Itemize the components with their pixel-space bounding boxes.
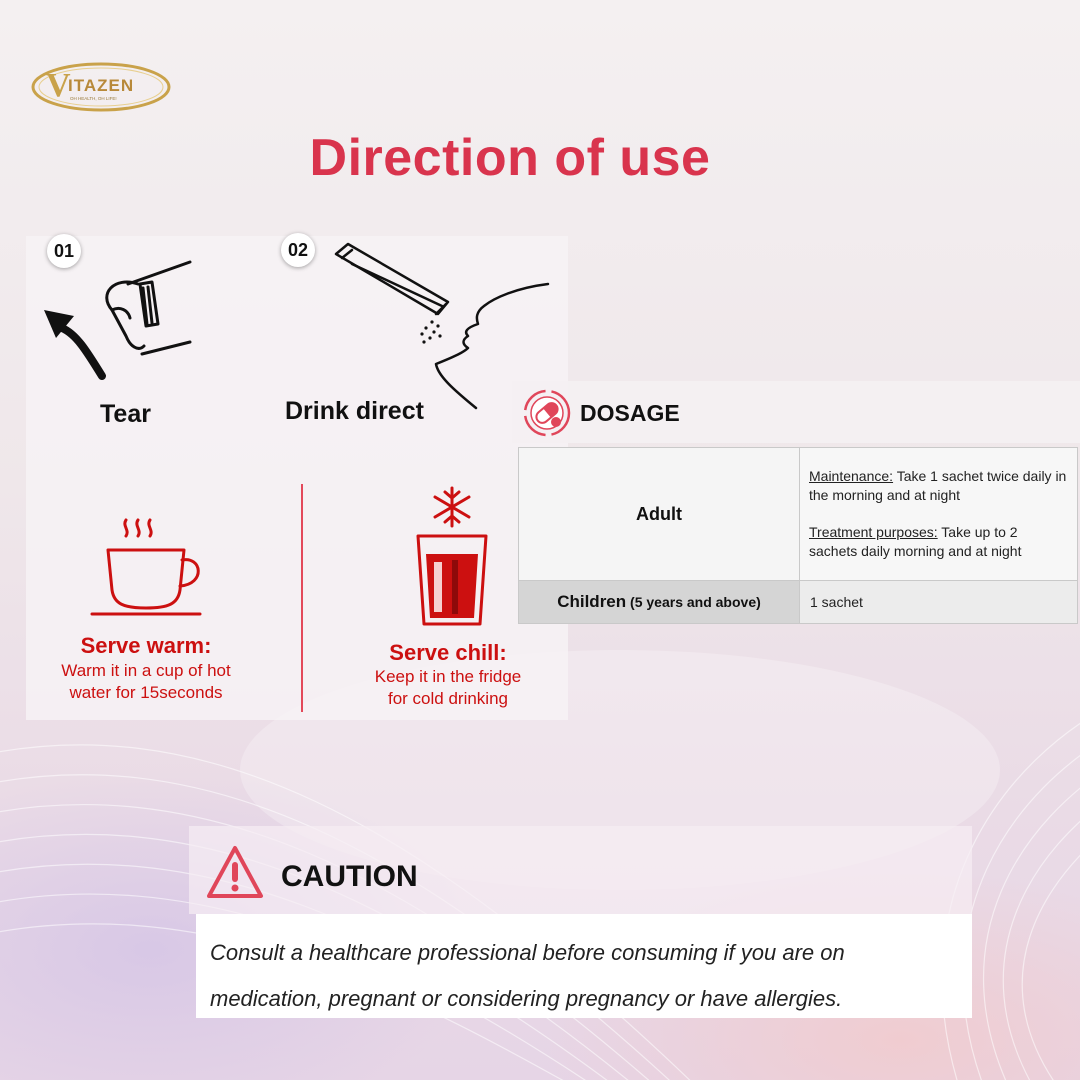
step-number-badge: 02 — [281, 233, 315, 267]
warning-triangle-icon — [205, 844, 265, 900]
treatment-label: Treatment purposes: — [809, 524, 938, 540]
step-label-tear: Tear — [100, 400, 151, 428]
page-title: Direction of use — [309, 129, 711, 187]
cold-glass-icon — [412, 486, 492, 628]
dosage-title: DOSAGE — [580, 400, 680, 426]
serve-divider — [301, 484, 303, 712]
svg-text:OH HEALTH, OH LIFE!: OH HEALTH, OH LIFE! — [70, 96, 117, 101]
svg-text:ITAZEN: ITAZEN — [68, 76, 135, 95]
table-row — [519, 448, 1078, 581]
dosage-group-adult: Adult — [519, 448, 800, 581]
dosage-group-children — [519, 581, 800, 624]
pill-icon — [520, 386, 574, 440]
serve-warm-title: Serve warm: — [80, 633, 212, 658]
dosage-header — [512, 381, 1080, 443]
serve-warm-desc-line2: water for 15seconds — [69, 683, 223, 702]
direction-panel — [26, 236, 568, 720]
maintenance-label: Maintenance: — [809, 468, 894, 484]
tear-sachet-icon — [40, 254, 200, 386]
dosage-adult-instructions — [800, 448, 1078, 581]
children-label: Children — [557, 592, 627, 611]
vitazen-logo — [30, 58, 172, 114]
hot-cup-icon — [88, 512, 208, 622]
caution-title: CAUTION — [281, 860, 418, 893]
dosage-children-amount: 1 sachet — [800, 581, 1078, 624]
treatment-text: Take up to 2 sachets daily morning and at night — [809, 524, 1022, 559]
step-label-drink-direct: Drink direct — [285, 397, 424, 425]
caution-header — [189, 826, 972, 914]
svg-text:V: V — [46, 67, 71, 104]
table-row — [519, 581, 1078, 624]
children-age-note: (5 years and above) — [626, 594, 761, 610]
maintenance-text: Take 1 sachet twice daily in the morning and at night — [809, 468, 1067, 503]
serve-warm-desc-line1: Warm it in a cup of hot — [61, 661, 231, 680]
serve-chill-desc-line1: Keep it in the fridge — [374, 667, 522, 686]
caution-text: Consult a healthcare professional before consuming if you are on medication, pregnant or considering pregnancy or have allergies. — [196, 914, 972, 1018]
serve-chill-desc-line2: for cold drinking — [387, 689, 508, 708]
step-number-badge: 01 — [47, 234, 81, 268]
dosage-table — [518, 447, 1078, 624]
serve-chill-title: Serve chill: — [389, 640, 507, 665]
